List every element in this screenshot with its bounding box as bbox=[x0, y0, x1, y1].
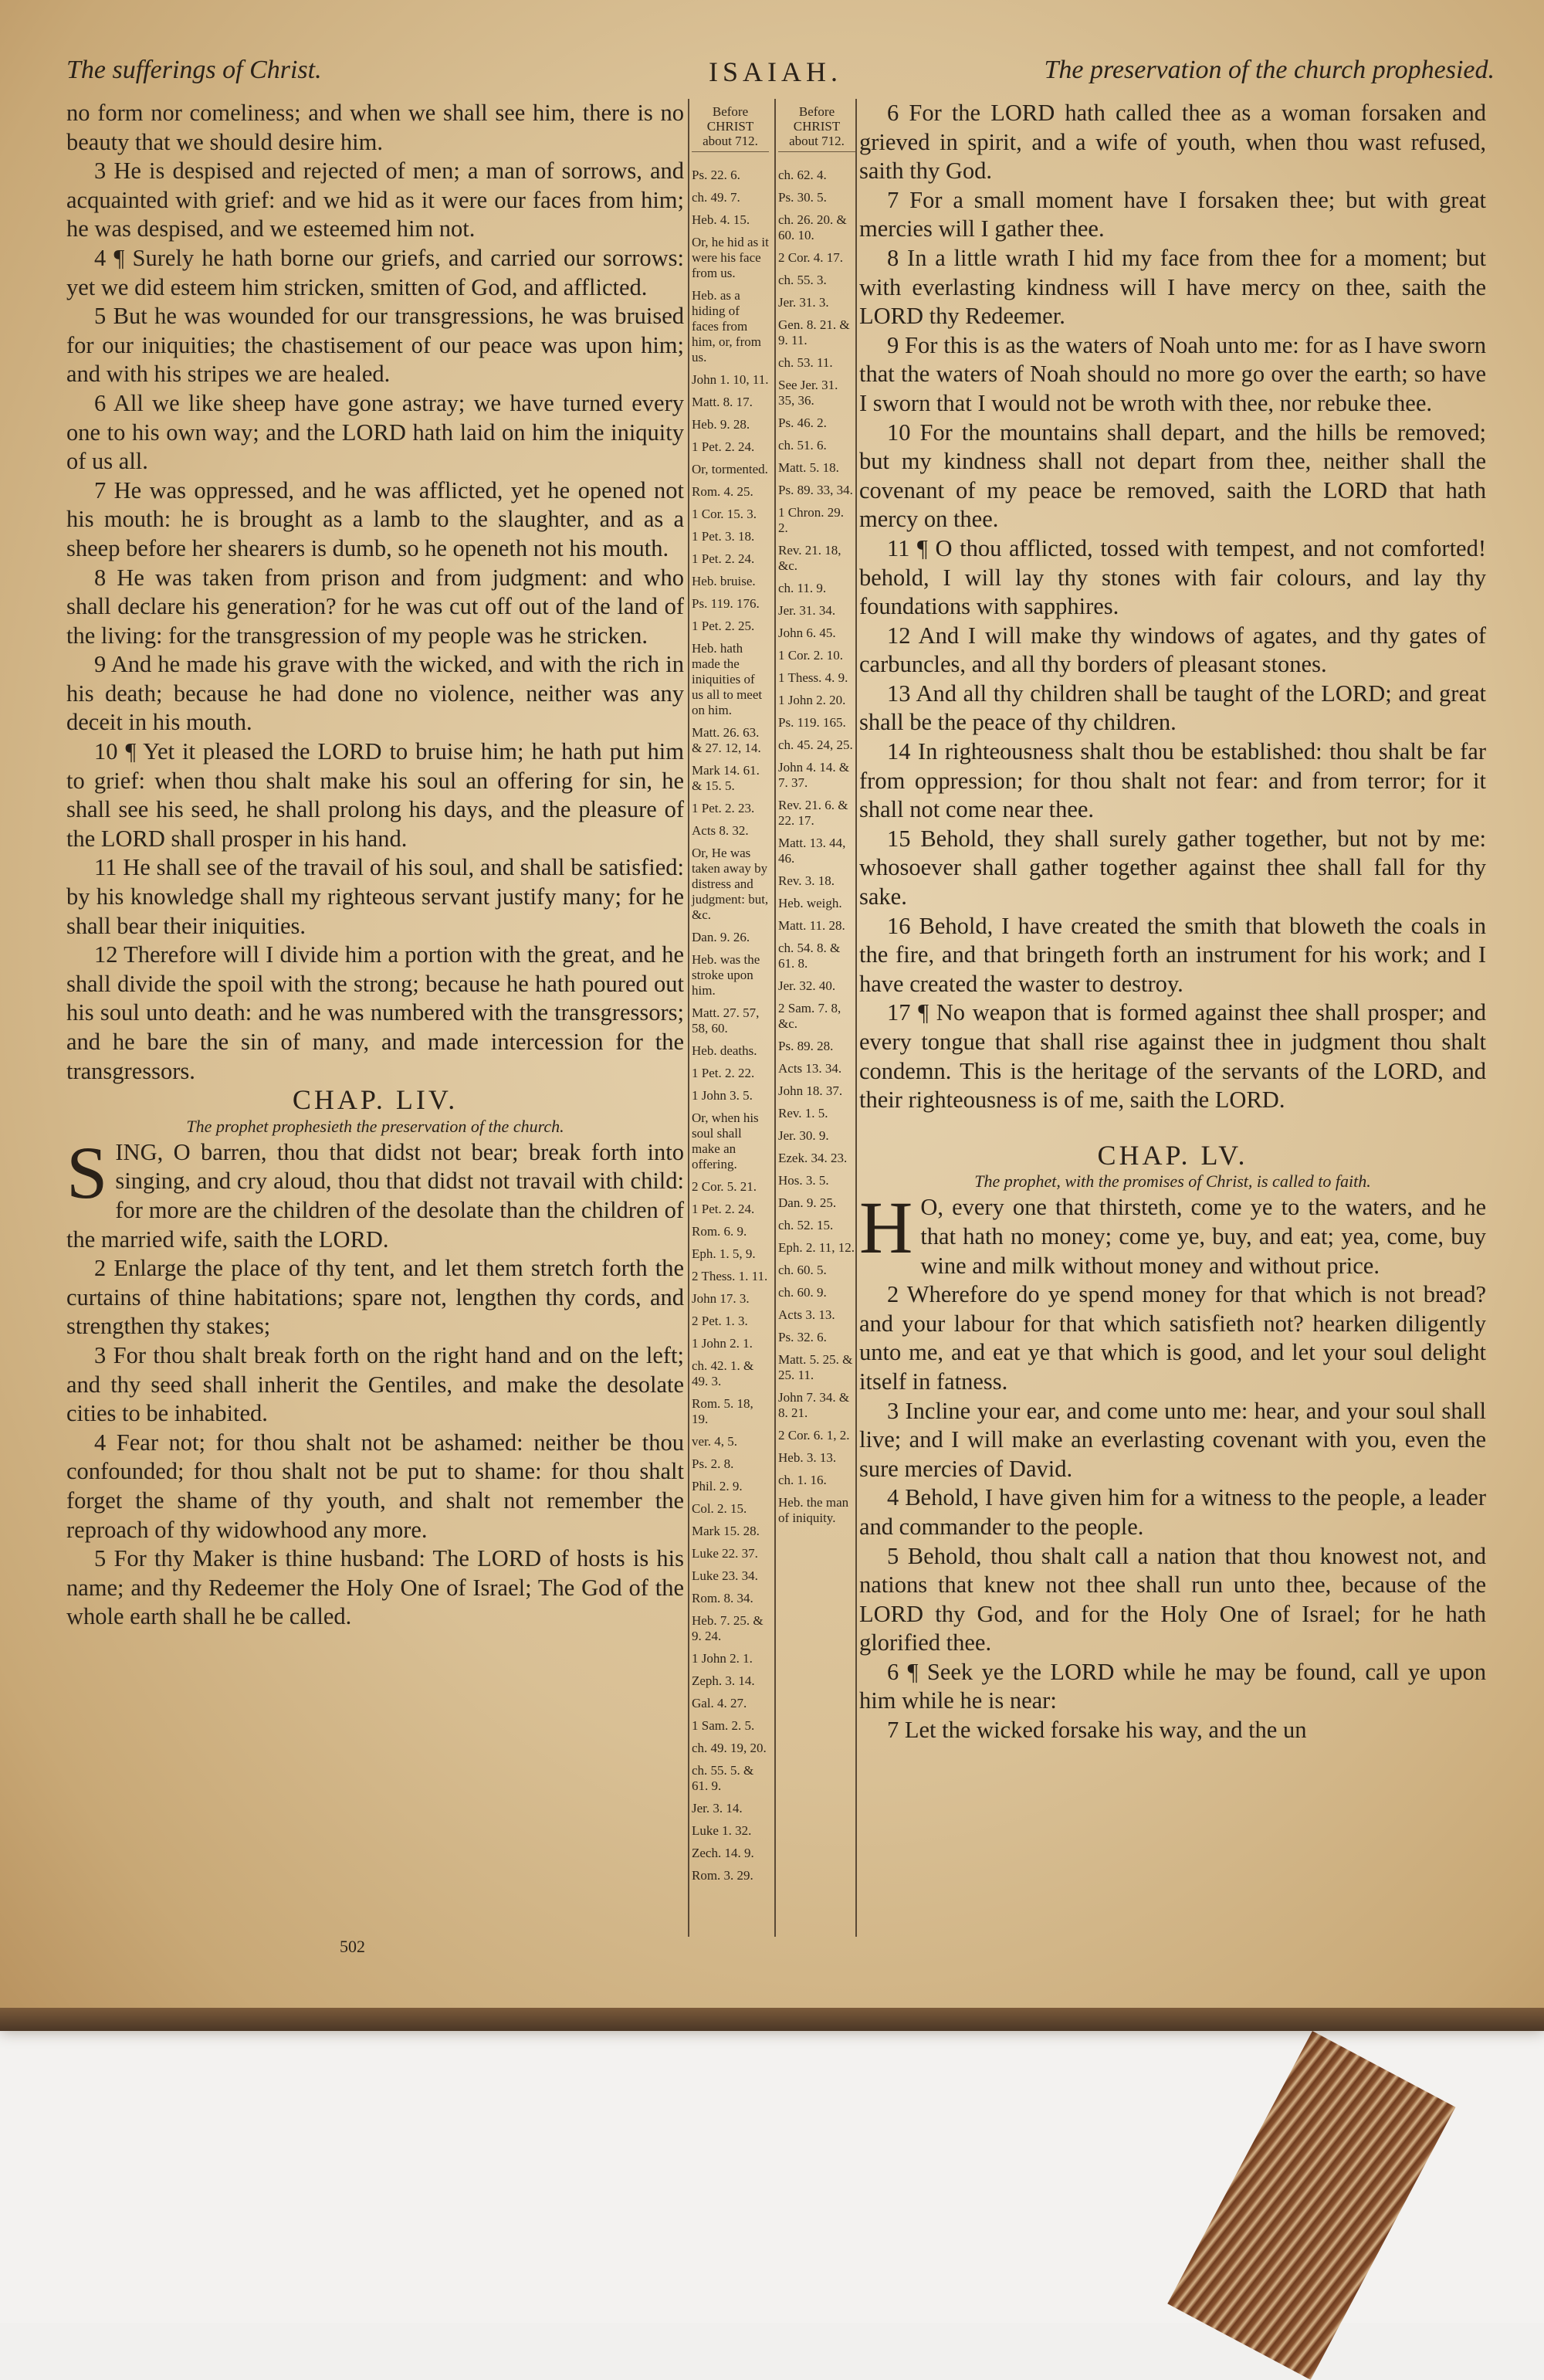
verse: 4 ¶ Surely he hath borne our griefs, and carried our sorrows: yet we did esteem him stricken, smitten of God, and afflicted. bbox=[66, 244, 684, 300]
cross-reference: John 18. 37. bbox=[778, 1083, 843, 1098]
cross-reference: Luke 22. 37. bbox=[692, 1546, 758, 1561]
cross-reference: John 17. 3. bbox=[692, 1291, 750, 1306]
cross-reference: Luke 23. 34. bbox=[692, 1568, 758, 1583]
cross-reference: Jer. 30. 9. bbox=[778, 1128, 829, 1143]
cross-reference: Acts 13. 34. bbox=[778, 1061, 842, 1076]
verse: 3 Incline your ear, and come unto me: hear, and your soul shall live; and I will make an everlasting covenant with you, even the sure mercies of David. bbox=[859, 1397, 1486, 1482]
column-rule bbox=[855, 99, 857, 1937]
verse: 4 Behold, I have given him for a witness to the people, a leader and commander to the people. bbox=[859, 1484, 1486, 1540]
cross-reference: Zeph. 3. 14. bbox=[692, 1673, 755, 1688]
cross-reference: ch. 51. 6. bbox=[778, 438, 827, 453]
verse: no form nor comeliness; and when we shall see him, there is no beauty that we should desire him. bbox=[66, 100, 684, 155]
cross-reference: Matt. 26. 63. & 27. 12, 14. bbox=[692, 725, 761, 755]
cross-reference: Luke 1. 32. bbox=[692, 1823, 752, 1838]
cross-reference: Col. 2. 15. bbox=[692, 1501, 747, 1516]
cross-reference: Heb. hath made the iniquities of us all to meet on him. bbox=[692, 641, 763, 717]
verse: 6 All we like sheep have gone astray; we have turned every one to his own way; and the LORD hath laid on him the iniquity of us all. bbox=[66, 389, 684, 475]
cross-reference: Acts 8. 32. bbox=[692, 823, 749, 838]
cross-reference: Rom. 3. 29. bbox=[692, 1868, 753, 1883]
cross-reference: Heb. 4. 15. bbox=[692, 212, 750, 227]
cross-reference: Hos. 3. 5. bbox=[778, 1173, 829, 1188]
cross-reference: Heb. as a hiding of faces from him, or, from us. bbox=[692, 288, 761, 364]
cross-reference: Matt. 5. 18. bbox=[778, 460, 839, 475]
cross-reference-column-b bbox=[778, 104, 855, 1533]
cross-reference: Ps. 2. 8. bbox=[692, 1456, 734, 1471]
verse: 5 Behold, thou shalt call a nation that thou knowest not, and nations that knew not thee shall run unto thee, because of the LORD thy God, and for the Holy One of Israel; for he hath glorified thee. bbox=[859, 1542, 1486, 1656]
verse: 12 And I will make thy windows of agates, and thy gates of carbuncles, and all thy borders of pleasant stones. bbox=[859, 622, 1486, 678]
cross-reference: Rom. 6. 9. bbox=[692, 1224, 747, 1239]
verse: 17 ¶ No weapon that is formed against thee shall prosper; and every tongue that shall rise against thee in judgment thou shalt condemn. This is the heritage of the servants of the LORD, and their righteousness is of me, saith the LORD. bbox=[859, 999, 1486, 1114]
verse: 12 Therefore will I divide him a portion with the great, and he shall divide the spoil with the strong; because he hath poured out his soul unto death: and he was numbered with the transgressors; and he bare the sin of many, and made intercession for the transgressors. bbox=[66, 941, 684, 1084]
cross-reference: 1 Sam. 2. 5. bbox=[692, 1718, 755, 1733]
cross-reference: Ps. 89. 33, 34. bbox=[778, 483, 853, 497]
right-text-column bbox=[859, 99, 1486, 1745]
cross-reference: Heb. 9. 28. bbox=[692, 417, 750, 432]
cross-reference: Ps. 119. 176. bbox=[692, 596, 760, 611]
verse: 7 Let the wicked forsake his way, and the un bbox=[887, 1717, 1307, 1744]
verse: 5 But he was wounded for our transgressions, he was bruised for our iniquities; the chastisement of our peace was upon him; and with his stripes we are healed. bbox=[66, 303, 684, 388]
cross-reference: John 6. 45. bbox=[778, 626, 836, 640]
cross-reference: Zech. 14. 9. bbox=[692, 1846, 754, 1860]
cross-reference: Gen. 8. 21. & 9. 11. bbox=[778, 317, 850, 348]
column-rule bbox=[688, 99, 689, 1937]
verse: 14 In righteousness shalt thou be established: thou shalt be far from oppression; for thou shalt not fear: and from terror; for it shall not come near thee. bbox=[859, 738, 1486, 823]
cross-reference: 2 Pet. 1. 3. bbox=[692, 1314, 748, 1328]
cross-reference: 1 Cor. 2. 10. bbox=[778, 648, 844, 663]
verse: 7 For a small moment have I forsaken thee; but with great mercies will I gather thee. bbox=[859, 186, 1486, 242]
verse: 6 For the LORD hath called thee as a woman forsaken and grieved in spirit, and a wife of youth, when thou wast refused, saith thy God. bbox=[859, 100, 1486, 185]
chapter-heading: CHAP. LIV. bbox=[292, 1084, 459, 1116]
verse: 3 He is despised and rejected of men; a man of sorrows, and acquainted with grief: and we hid as it were our faces from him; he was despised, and we esteemed him not. bbox=[66, 158, 684, 242]
cross-reference: ch. 1. 16. bbox=[778, 1473, 827, 1487]
cross-reference: ch. 60. 9. bbox=[778, 1285, 827, 1300]
cross-reference: Ezek. 34. 23. bbox=[778, 1151, 848, 1165]
cross-reference: ch. 62. 4. bbox=[778, 168, 827, 182]
cross-reference: 1 Thess. 4. 9. bbox=[778, 670, 848, 685]
header-book-title: ISAIAH. bbox=[709, 56, 842, 87]
margin-heading: Before CHRIST about 712. bbox=[692, 104, 769, 152]
cross-reference: Heb. deaths. bbox=[692, 1043, 757, 1058]
reference-list bbox=[692, 168, 769, 1883]
cross-reference: Jer. 31. 3. bbox=[778, 295, 829, 310]
cross-reference: 1 Pet. 2. 24. bbox=[692, 551, 755, 566]
cross-reference: 1 Pet. 2. 24. bbox=[692, 439, 755, 454]
cross-reference: Matt. 8. 17. bbox=[692, 395, 753, 409]
header-left: The sufferings of Christ. bbox=[66, 56, 322, 84]
cross-reference: Ps. 89. 28. bbox=[778, 1039, 834, 1053]
verse: 11 ¶ O thou afflicted, tossed with tempest, and not comforted! behold, I will lay thy stones with fair colours, and lay thy foundations with sapphires. bbox=[859, 534, 1486, 620]
cross-reference: 1 John 2. 1. bbox=[692, 1336, 753, 1351]
cross-reference: Matt. 27. 57, 58, 60. bbox=[692, 1005, 760, 1036]
cross-reference: Rom. 4. 25. bbox=[692, 484, 753, 499]
verse: 9 For this is as the waters of Noah unto me: for as I have sworn that the waters of Noah should no more go over the earth; so have I sworn that I would not be wroth with thee, nor rebuke thee. bbox=[859, 331, 1486, 416]
cross-reference: John 4. 14. & 7. 37. bbox=[778, 760, 850, 790]
verse: 9 And he made his grave with the wicked, and with the rich in his death; because he had done no violence, neither was any deceit in his mouth. bbox=[66, 651, 684, 736]
cross-reference: Ps. 46. 2. bbox=[778, 415, 827, 430]
cross-reference: ch. 11. 9. bbox=[778, 581, 827, 595]
cross-reference: Gal. 4. 27. bbox=[692, 1696, 747, 1710]
verse-text: O, every one that thirsteth, come ye to the waters, and he that hath no money; come ye, buy, and eat; yea, come, buy wine and milk without money and without price. bbox=[920, 1194, 1486, 1279]
chapter-summary: The prophet, with the promises of Christ, is called to faith. bbox=[974, 1171, 1371, 1192]
chapter-summary: The prophet prophesieth the preservation of the church. bbox=[186, 1116, 564, 1136]
cross-reference: Heb. bruise. bbox=[692, 574, 756, 588]
page-number: 502 bbox=[340, 1937, 365, 1956]
cross-reference: Phil. 2. 9. bbox=[692, 1479, 743, 1493]
cross-reference: Eph. 2. 11, 12. bbox=[778, 1240, 855, 1255]
cross-reference: 1 Chron. 29. 2. bbox=[778, 505, 844, 535]
cross-reference: Rev. 3. 18. bbox=[778, 873, 835, 888]
cross-reference: Mark 15. 28. bbox=[692, 1524, 760, 1538]
cross-reference: ch. 49. 19, 20. bbox=[692, 1741, 767, 1755]
cross-reference: Mark 14. 61. & 15. 5. bbox=[692, 763, 760, 793]
cross-reference: Rom. 5. 18, 19. bbox=[692, 1396, 753, 1426]
verse: 4 Fear not; for thou shalt not be ashamed: neither be thou confounded; for thou shalt not be put to shame: for thou shalt forget the shame of thy youth, and shalt not remember the reproach of thy widowhood any more. bbox=[66, 1429, 684, 1543]
cross-reference: Or, He was taken away by distress and judgment: but, &c. bbox=[692, 846, 769, 922]
cross-reference: Heb. was the stroke upon him. bbox=[692, 952, 760, 998]
drop-cap: H bbox=[859, 1186, 913, 1270]
cross-reference: Heb. 7. 25. & 9. 24. bbox=[692, 1613, 764, 1643]
reference-list bbox=[778, 168, 855, 1526]
verse: 15 Behold, they shall surely gather together, but not by me: whosoever shall gather together against thee shall fall for thy sake. bbox=[859, 825, 1486, 910]
cross-reference: Heb. the man of iniquity. bbox=[778, 1495, 849, 1525]
verse: 16 Behold, I have created the smith that bloweth the coals in the fire, and that bringeth forth an instrument for his work; and I have created the waster to destroy. bbox=[859, 912, 1486, 997]
cross-reference: Jer. 31. 34. bbox=[778, 603, 836, 618]
verse bbox=[859, 1186, 1486, 1280]
cross-reference: Heb. 3. 13. bbox=[778, 1450, 837, 1465]
left-text-column bbox=[66, 99, 684, 1632]
verse: 11 He shall see of the travail of his soul, and shall be satisfied: by his knowledge shall my righteous servant justify many; for he shall bear their iniquities. bbox=[66, 854, 684, 939]
cross-reference: See Jer. 31. 35, 36. bbox=[778, 378, 838, 408]
verse: 5 For thy Maker is thine husband: The LORD of hosts is his name; and thy Redeemer the Holy One of Israel; The God of the whole earth shall he be called. bbox=[66, 1545, 684, 1630]
chapter-heading: CHAP. LV. bbox=[1097, 1139, 1248, 1171]
cross-reference: 2 Sam. 7. 8, &c. bbox=[778, 1001, 841, 1031]
cross-reference-column-a bbox=[692, 104, 769, 1890]
cross-reference: ch. 55. 5. & 61. 9. bbox=[692, 1763, 754, 1793]
running-header bbox=[66, 56, 1495, 94]
cross-reference: Or, when his soul shall make an offering. bbox=[692, 1110, 759, 1171]
cross-reference: 2 Cor. 6. 1, 2. bbox=[778, 1428, 850, 1443]
verse: 8 In a little wrath I hid my face from thee for a moment; but with everlasting kindness will I have mercy on thee, saith the LORD thy Redeemer. bbox=[859, 244, 1486, 330]
cross-reference: Matt. 11. 28. bbox=[778, 918, 845, 933]
cross-reference: Matt. 5. 25. & 25. 11. bbox=[778, 1352, 853, 1382]
cross-reference: John 1. 10, 11. bbox=[692, 372, 769, 387]
cross-reference: Rev. 1. 5. bbox=[778, 1106, 828, 1120]
cross-reference: 1 Pet. 2. 25. bbox=[692, 619, 755, 633]
page-edge bbox=[0, 2008, 1544, 2031]
cross-reference: ch. 54. 8. & 61. 8. bbox=[778, 941, 841, 971]
cross-reference: Matt. 13. 44, 46. bbox=[778, 836, 846, 866]
cross-reference: ch. 49. 7. bbox=[692, 190, 740, 205]
verse: 3 For thou shalt break forth on the right hand and on the left; and thy seed shall inherit the Gentiles, and make the desolate cities to be inhabited. bbox=[66, 1341, 684, 1427]
column-rule bbox=[774, 99, 776, 1937]
cross-reference: 1 Cor. 15. 3. bbox=[692, 507, 757, 521]
cross-reference: ch. 52. 15. bbox=[778, 1218, 834, 1232]
verse: 13 And all thy children shall be taught of the LORD; and great shall be the peace of thy children. bbox=[859, 680, 1486, 736]
cross-reference: ch. 45. 24, 25. bbox=[778, 737, 853, 752]
cross-reference: Acts 3. 13. bbox=[778, 1307, 835, 1322]
cross-reference: 1 Pet. 2. 23. bbox=[692, 801, 755, 815]
margin-heading: Before CHRIST about 712. bbox=[778, 104, 855, 152]
cross-reference: 2 Cor. 4. 17. bbox=[778, 250, 844, 265]
verse: 10 For the mountains shall depart, and the hills be removed; but my kindness shall not depart from thee, neither shall the covenant of my peace be removed, saith the LORD that hath mercy on thee. bbox=[859, 419, 1486, 533]
cross-reference: 1 Pet. 2. 22. bbox=[692, 1066, 755, 1080]
cross-reference: 1 John 3. 5. bbox=[692, 1088, 753, 1103]
cross-reference: 2 Thess. 1. 11. bbox=[692, 1269, 768, 1283]
verse: 6 ¶ Seek ye the LORD while he may be found, call ye upon him while he is near: bbox=[859, 1658, 1486, 1714]
cross-reference: Or, tormented. bbox=[692, 462, 768, 476]
cross-reference: Jer. 3. 14. bbox=[692, 1801, 743, 1816]
cross-reference: Rev. 21. 18, &c. bbox=[778, 543, 841, 573]
cross-reference: Jer. 32. 40. bbox=[778, 978, 836, 993]
cross-reference: Dan. 9. 25. bbox=[778, 1195, 837, 1210]
cross-reference: 1 John 2. 20. bbox=[778, 693, 846, 707]
cross-reference: Ps. 22. 6. bbox=[692, 168, 740, 182]
cross-reference: Ps. 119. 165. bbox=[778, 715, 846, 730]
drop-cap: S bbox=[66, 1131, 108, 1214]
cross-reference: Rom. 8. 34. bbox=[692, 1591, 753, 1605]
verse: 2 Wherefore do ye spend money for that which is not bread? and your labour for that which satisfieth not? hearken diligently unto me, and eat ye that which is good, and let your soul delight itself in fatness. bbox=[859, 1281, 1486, 1395]
cross-reference: ch. 26. 20. & 60. 10. bbox=[778, 212, 847, 242]
cross-reference: ch. 60. 5. bbox=[778, 1263, 827, 1277]
cross-reference: 2 Cor. 5. 21. bbox=[692, 1179, 757, 1194]
cross-reference: ch. 53. 11. bbox=[778, 355, 833, 370]
cross-reference: 1 Pet. 2. 24. bbox=[692, 1202, 755, 1216]
verse: 7 He was oppressed, and he was afflicted, yet he opened not his mouth: he is brought as a lamb to the slaughter, and as a sheep before her shearers is dumb, so he openeth not his mouth. bbox=[66, 476, 684, 561]
verse bbox=[66, 1131, 684, 1254]
verse-text: ING, O barren, thou that didst not bear; break forth into singing, and cry aloud, thou that didst not travail with child: for more are the children of the desolate than the children of the married wife, saith the LORD. bbox=[66, 1138, 684, 1253]
cross-reference: Eph. 1. 5, 9. bbox=[692, 1246, 756, 1261]
cross-reference: Rev. 21. 6. & 22. 17. bbox=[778, 798, 848, 828]
cross-reference: ch. 55. 3. bbox=[778, 273, 827, 287]
cross-reference: Or, he hid as it were his face from us. bbox=[692, 235, 769, 280]
verse: 2 Enlarge the place of thy tent, and let them stretch forth the curtains of thine habitations; spare not, lengthen thy cords, and strengthen thy stakes; bbox=[66, 1255, 684, 1340]
header-right: The preservation of the church prophesied. bbox=[1044, 56, 1495, 84]
cross-reference: Ps. 32. 6. bbox=[778, 1330, 827, 1344]
cross-reference: Heb. weigh. bbox=[778, 896, 842, 910]
cross-reference: Ps. 30. 5. bbox=[778, 190, 827, 205]
cross-reference: 1 Pet. 3. 18. bbox=[692, 529, 755, 544]
cross-reference: ver. 4, 5. bbox=[692, 1434, 738, 1449]
cross-reference: Dan. 9. 26. bbox=[692, 930, 750, 944]
cross-reference: ch. 42. 1. & 49. 3. bbox=[692, 1358, 754, 1388]
verse: 8 He was taken from prison and from judgment: and who shall declare his generation? for he was cut off out of the land of the living: for the transgression of my people was he stricken. bbox=[66, 564, 684, 649]
cross-reference: John 7. 34. & 8. 21. bbox=[778, 1390, 850, 1420]
verse: 10 ¶ Yet it pleased the LORD to bruise him; he hath put him to grief: when thou shalt make his soul an offering for sin, he shall see his seed, he shall prolong his days, and the pleasure of the LORD shall prosper in his hand. bbox=[66, 738, 684, 852]
cross-reference: 1 John 2. 1. bbox=[692, 1651, 753, 1666]
